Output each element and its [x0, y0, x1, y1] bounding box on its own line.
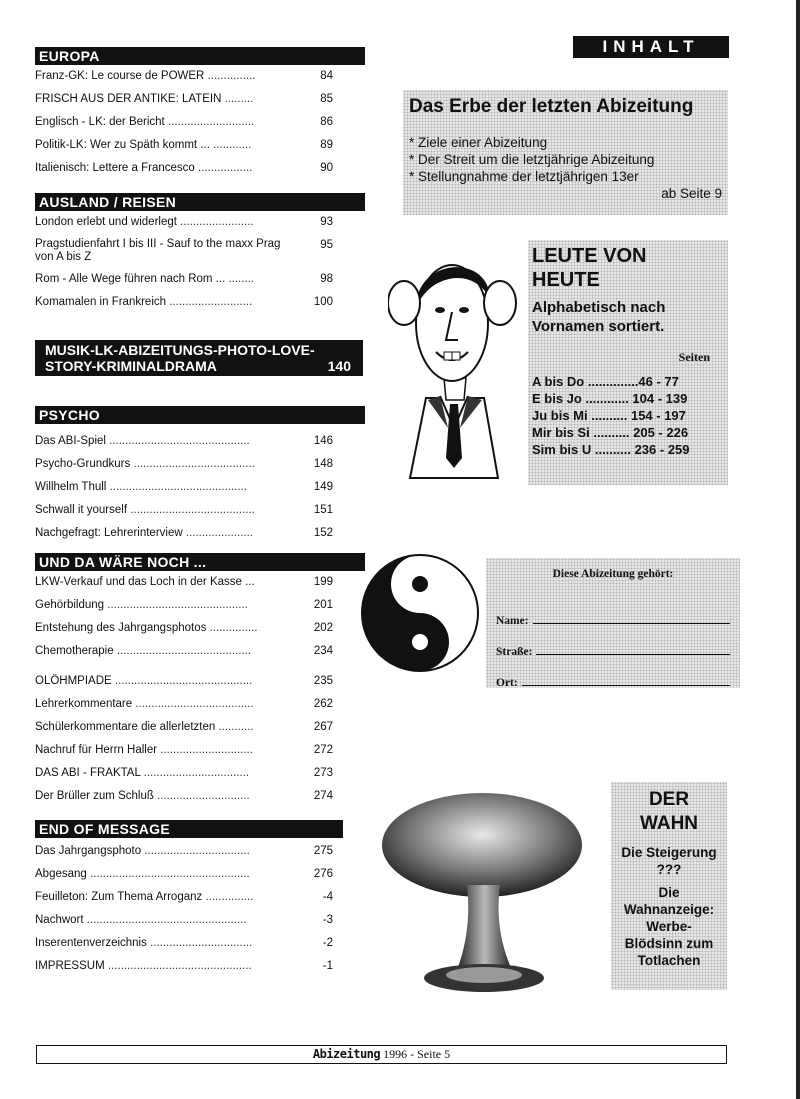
entry-page: -3 [322, 914, 333, 926]
toc-entry[interactable]: Feuilleton: Zum Thema Arroganz ............... -4 [35, 891, 333, 903]
entry-page: 85 [320, 93, 333, 105]
entry-list [35, 575, 365, 812]
entry-title: Schülerkommentare die allerletzten [35, 721, 216, 733]
entry-title: Psycho-Grundkurs [35, 458, 131, 470]
toc-entry[interactable]: Psycho-Grundkurs ...................................... 148 [35, 458, 333, 470]
entry-title: Nachgefragt: Lehrerinterview [35, 527, 183, 539]
entry-title: Gehörbildung [35, 599, 105, 611]
entry-title: FRISCH AUS DER ANTIKE: LATEIN [35, 93, 222, 105]
toc-entry[interactable]: London erlebt und widerlegt ....................... 93 [35, 216, 333, 228]
section-heading: PSYCHO [35, 406, 365, 424]
entry-title: OLÖHMPIADE [35, 675, 112, 687]
wahn-text: Die Steigerung [621, 845, 717, 860]
toc-entry[interactable]: Politik-LK: Wer zu Späth kommt ... ............ 89 [35, 139, 333, 151]
wahn-text: Totlachen [637, 953, 701, 968]
toc-entry[interactable]: Englisch - LK: der Bericht ........................... 86 [35, 116, 333, 128]
feature-box-leute [528, 240, 728, 485]
toc-entry[interactable]: Lehrerkommentare ..................................... 262 [35, 698, 333, 710]
feature-item: * Stellungnahme der letztjährigen 13er [409, 169, 639, 184]
toc-entry[interactable]: Entstehung des Jahrgangsphotos ............... 202 [35, 622, 333, 634]
owner-street-field[interactable] [496, 627, 730, 658]
yin-yang-icon [360, 553, 480, 673]
entry-page: 146 [313, 435, 333, 447]
leute-subtitle-line1: Alphabetisch nach [532, 299, 666, 316]
leute-title-line1: LEUTE VON [532, 245, 647, 267]
section-psycho [35, 406, 365, 549]
entry-title: Feuilleton: Zum Thema Arroganz [35, 891, 203, 903]
toc-entry[interactable]: Gehörbildung ............................................ 201 [35, 599, 333, 611]
owner-city-line[interactable] [522, 685, 730, 686]
entry-title: Englisch - LK: der Bericht [35, 116, 165, 128]
section-ausland-reisen [35, 193, 365, 318]
entry-page: 199 [313, 576, 333, 588]
entry-title: Inserentenverzeichnis [35, 937, 147, 949]
owner-name-field[interactable] [496, 596, 730, 627]
entry-page: 93 [320, 216, 333, 228]
section-heading: END OF MESSAGE [35, 820, 343, 838]
entry-title: Rom - Alle Wege führen nach Rom ... [35, 273, 226, 285]
entry-page: 235 [313, 675, 333, 687]
toc-entry[interactable]: Das Jahrgangsphoto ................................. 275 [35, 845, 333, 857]
toc-entry[interactable]: Schwall it yourself ....................................... 151 [35, 504, 333, 516]
entry-page: 272 [313, 744, 333, 756]
entry-page: 149 [313, 481, 333, 493]
owner-city-field[interactable] [496, 658, 730, 689]
section-heading: AUSLAND / REISEN [35, 193, 365, 211]
leute-range[interactable]: Mir bis Si .......... 205 - 226 [532, 425, 689, 440]
entry-title: DAS ABI - FRAKTAL [35, 767, 141, 779]
entry-title: LKW-Verkauf und das Loch in der Kasse ... [35, 576, 255, 588]
page-footer [36, 1045, 727, 1064]
footer-text: 1996 - Seite 5 [380, 1047, 451, 1061]
section-heading: UND DA WÄRE NOCH ... [35, 553, 365, 571]
entry-page: 89 [320, 139, 333, 151]
leute-range[interactable]: E bis Jo ............ 104 - 139 [532, 391, 688, 406]
entry-list [35, 69, 365, 184]
entry-title: Der Brüller zum Schluß [35, 790, 154, 802]
wahn-text: Die [658, 885, 680, 900]
featured-title-line1: MUSIK-LK-ABIZEITUNGS-PHOTO-LOVE- [45, 342, 315, 358]
toc-entry[interactable]: Nachwort .................................................. -3 [35, 914, 333, 926]
caricature-illustration [388, 228, 520, 488]
leute-range[interactable]: A bis Do ..............46 - 77 [532, 374, 679, 389]
toc-entry[interactable]: Inserentenverzeichnis ................................ -2 [35, 937, 333, 949]
entry-page: 100 [313, 296, 333, 308]
owner-street-label: Straße: [496, 646, 533, 658]
toc-entry[interactable]: Chemotherapie .......................................... 234 [35, 645, 333, 657]
toc-entry[interactable]: Der Brüller zum Schluß ............................. 274 [35, 790, 333, 802]
entry-title: Schwall it yourself [35, 504, 128, 516]
featured-page: 140 [327, 358, 351, 374]
wahn-title-line1: DER [648, 789, 690, 810]
feature-box-erbe [403, 90, 728, 215]
entry-page: 275 [313, 845, 333, 857]
entry-title: Italienisch: Lettere a Francesco [35, 162, 195, 174]
entry-page: 234 [313, 645, 333, 657]
entry-title: Politik-LK: Wer zu Späth kommt ... [35, 139, 210, 151]
toc-entry[interactable] [35, 575, 365, 598]
toc-entry[interactable]: Abgesang .................................................. 276 [35, 868, 333, 880]
toc-entry[interactable]: DAS ABI - FRAKTAL ................................. 273 [35, 767, 333, 779]
entry-page: 273 [313, 767, 333, 779]
toc-entry[interactable] [35, 238, 365, 272]
toc-entry[interactable]: FRISCH AUS DER ANTIKE: LATEIN ......... 85 [35, 93, 333, 105]
entry-page: 148 [313, 458, 333, 470]
wahn-text: Blödsinn zum [624, 936, 714, 951]
entry-title: IMPRESSUM [35, 960, 105, 972]
section-end-of-message [35, 820, 365, 982]
featured-entry[interactable] [35, 340, 363, 376]
entry-title: Lehrerkommentare [35, 698, 133, 710]
entry-page: 90 [320, 162, 333, 174]
toc-entry[interactable]: Franz-GK: Le course de POWER ............... 84 [35, 70, 333, 82]
entry-page: 274 [313, 790, 333, 802]
entry-title: Das ABI-Spiel [35, 435, 106, 447]
entry-title: Abgesang [35, 868, 87, 880]
leute-seiten-label: Seiten [678, 350, 710, 364]
toc-entry[interactable]: Komamalen in Frankreich .......................... 100 [35, 296, 333, 308]
feature-title: Das Erbe der letzten Abizeitung [409, 96, 694, 117]
page-edge [796, 0, 800, 1099]
toc-entry[interactable]: Willhelm Thull ........................................... 149 [35, 481, 333, 493]
owner-title: Diese Abizeitung gehört: [552, 568, 674, 580]
wahn-text: ??? [656, 862, 682, 877]
entry-title: Das Jahrgangsphoto [35, 845, 142, 857]
entry-page: -2 [322, 937, 333, 949]
footer-brand: Abizeitung [312, 1047, 381, 1061]
entry-page: -1 [322, 960, 333, 972]
toc-entry[interactable]: Rom - Alle Wege führen nach Rom ... ........ 98 [35, 273, 333, 285]
section-heading: EUROPA [35, 47, 365, 65]
owner-name-line[interactable] [533, 623, 730, 624]
entry-list [35, 434, 365, 549]
featured-title-line2: STORY-KRIMINALDRAMA [45, 358, 217, 374]
toc-entry[interactable]: Nachgefragt: Lehrerinterview ..................... 152 [35, 527, 333, 539]
entry-page: -4 [322, 891, 333, 903]
entry-title: Entstehung des Jahrgangsphotos [35, 622, 207, 634]
feature-page-ref: ab Seite 9 [661, 186, 722, 201]
entry-list [35, 844, 365, 982]
toc-entry[interactable]: IMPRESSUM ............................................. -1 [35, 960, 333, 972]
leute-subtitle-line2: Vornamen sortiert. [532, 318, 665, 335]
entry-title: Chemotherapie [35, 645, 114, 657]
entry-page: 151 [313, 504, 333, 516]
entry-title: Nachwort [35, 914, 84, 926]
toc-entry[interactable]: Italienisch: Lettere a Francesco ................. 90 [35, 162, 333, 174]
feature-item: * Der Streit um die letztjährige Abizeitung [409, 152, 655, 167]
owner-street-line[interactable] [536, 654, 730, 655]
entry-page: 262 [313, 698, 333, 710]
owner-form [486, 558, 740, 688]
entry-title: Pragstudienfahrt I bis III - Sauf to the maxx Prag von A bis Z [35, 238, 281, 263]
entry-title: Willhelm Thull [35, 481, 107, 493]
feature-item: * Ziele einer Abizeitung [409, 135, 548, 150]
owner-city-label: Ort: [496, 677, 518, 689]
toc-entry[interactable]: Schülerkommentare die allerletzten ........... 267 [35, 721, 333, 733]
entry-page: 84 [320, 70, 333, 82]
entry-page: 276 [313, 868, 333, 880]
wahn-text: Werbe- [646, 919, 692, 934]
entry-page: 267 [313, 721, 333, 733]
entry-page: 152 [313, 527, 333, 539]
toc-entry[interactable]: OLÖHMPIADE ........................................... 235 [35, 675, 333, 687]
owner-name-label: Name: [496, 615, 529, 627]
entry-page: 86 [320, 116, 333, 128]
section-europa [35, 47, 365, 184]
entry-page: 201 [313, 599, 333, 611]
entry-title: Komamalen in Frankreich [35, 296, 167, 308]
mushroom-cloud-illustration [372, 790, 602, 995]
section-und-da-waere-noch [35, 553, 365, 812]
entry-page: 98 [320, 273, 333, 285]
wahn-text: Wahnanzeige: [623, 902, 715, 917]
entry-title: Nachruf für Herrn Haller [35, 744, 158, 756]
leute-range-list [532, 373, 724, 458]
entry-page: 202 [313, 622, 333, 634]
toc-entry[interactable]: Das ABI-Spiel ............................................ 146 [35, 435, 333, 447]
entry-page: 95 [320, 239, 333, 251]
leute-range[interactable]: Ju bis Mi .......... 154 - 197 [532, 408, 686, 423]
entry-title: London erlebt und widerlegt [35, 216, 177, 228]
wahn-title-line2: WAHN [639, 813, 699, 834]
leute-range[interactable]: Sim bis U .......... 236 - 259 [532, 442, 690, 457]
leute-title-line2: HEUTE [532, 269, 600, 291]
entry-title: Franz-GK: Le course de POWER [35, 70, 205, 82]
page-title: INHALT [573, 36, 729, 58]
toc-entry[interactable]: Nachruf für Herrn Haller ............................. 272 [35, 744, 333, 756]
feature-box-wahn [611, 782, 727, 990]
entry-list [35, 215, 365, 318]
